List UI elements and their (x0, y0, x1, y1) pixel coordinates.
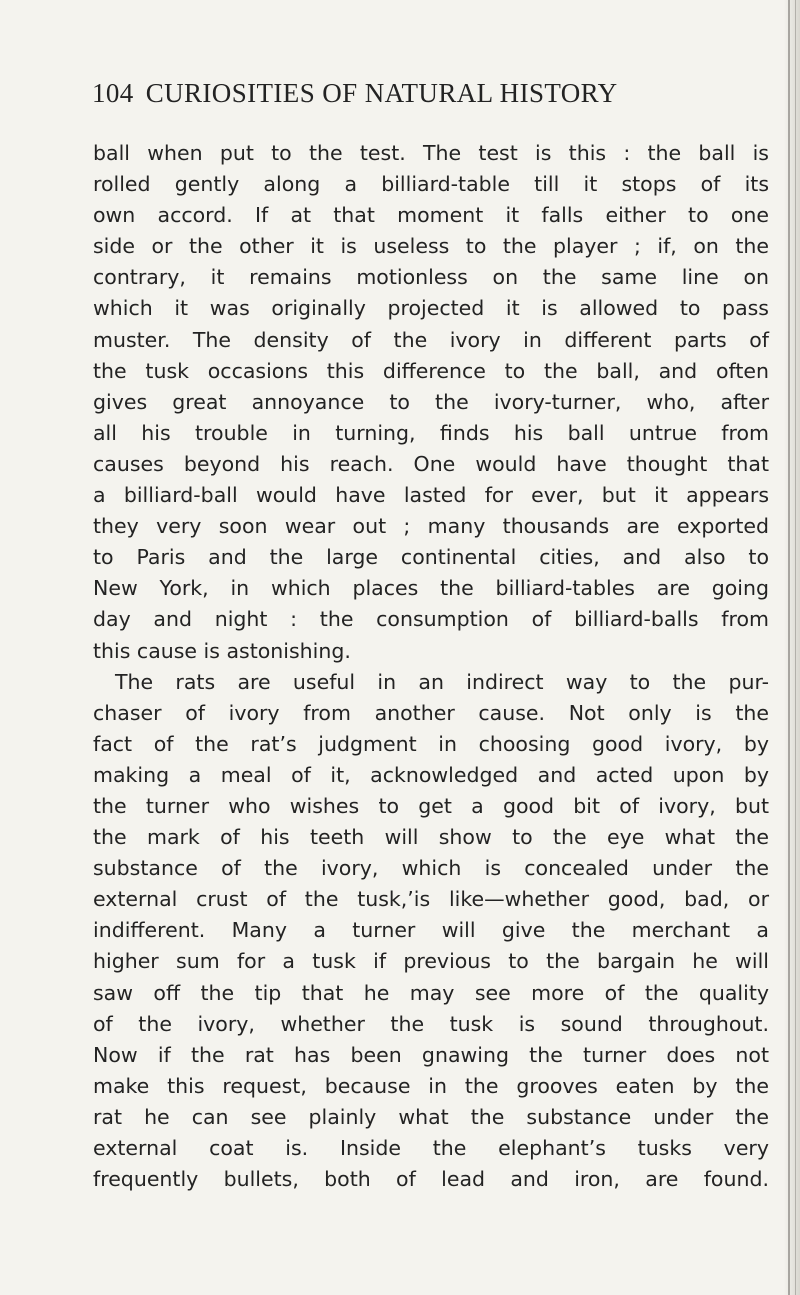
text-line: frequently bullets, both of lead and iron, are found. (93, 1167, 769, 1192)
text-line: rolled gently along a billiard-table till it stops of its (93, 172, 769, 197)
text-line: the tusk occasions this difference to the ball, and often (93, 358, 769, 383)
text-line: to Paris and the large continental cities, and also to (93, 545, 769, 570)
running-head (92, 78, 772, 109)
text-line: which it was originally projected it is allowed to pass (93, 296, 769, 321)
text-line: making a meal of it, acknowledged and acted upon by (93, 762, 769, 787)
text-line: causes beyond his reach. One would have thought that (93, 451, 769, 476)
text-line: they very soon wear out ; many thousands are exported (93, 514, 769, 539)
text-line: muster. The density of the ivory in different parts of (93, 327, 769, 352)
text-line: the turner who wishes to get a good bit of ivory, but (93, 793, 769, 818)
text-line: side or the other it is useless to the player ; if, on the (93, 234, 769, 259)
text-line: indifferent. Many a turner will give the merchant a (93, 918, 769, 943)
text-line: contrary, it remains motionless on the same line on (93, 265, 769, 290)
page-number: 104 (92, 78, 134, 108)
text-line: chaser of ivory from another cause. Not only is the (93, 700, 769, 725)
text-line: gives great annoyance to the ivory-turner, who, after (93, 389, 769, 414)
text-line: of the ivory, whether the tusk is sound throughout. (93, 1011, 769, 1036)
text-line: external coat is. Inside the elephant’s tusks very (93, 1136, 769, 1160)
text-line: New York, in which places the billiard-tables are going (93, 576, 769, 601)
text-line: own accord. If at that moment it falls either to one (93, 203, 769, 228)
text-line: external crust of the tusk,’is like—whether good, bad, or (93, 887, 769, 912)
page-edge-line (788, 0, 790, 1295)
text-line: all his trouble in turning, finds his ball untrue from (93, 420, 769, 445)
body-text (93, 138, 769, 1195)
paragraph-start-line: The rats are useful in an indirect way to the pur- (115, 669, 769, 694)
text-line: the mark of his teeth will show to the eye what the (93, 825, 769, 850)
text-line: substance of the ivory, which is concealed under the (93, 856, 769, 881)
text-line: higher sum for a tusk if previous to the bargain he will (93, 949, 769, 974)
text-line: make this request, because in the grooves eaten by the (93, 1073, 769, 1098)
text-line: ball when put to the test. The test is this : the ball is (93, 141, 769, 165)
text-line: fact of the rat’s judgment in choosing good ivory, by (93, 731, 769, 756)
text-line: Now if the rat has been gnawing the turner does not (93, 1042, 769, 1067)
text-line: day and night : the consumption of billiard-balls from (93, 607, 769, 632)
paragraph-end-line: this cause is astonishing. (93, 638, 351, 663)
text-line: saw off the tip that he may see more of the quality (93, 980, 769, 1005)
text-line: a billiard-ball would have lasted for ever, but it appears (93, 483, 769, 508)
book-title: CURIOSITIES OF NATURAL HISTORY (145, 78, 618, 108)
page-edge-line-outer (795, 0, 796, 1295)
text-line: rat he can see plainly what the substance under the (93, 1104, 769, 1129)
page-edge-shadow (784, 0, 800, 1295)
